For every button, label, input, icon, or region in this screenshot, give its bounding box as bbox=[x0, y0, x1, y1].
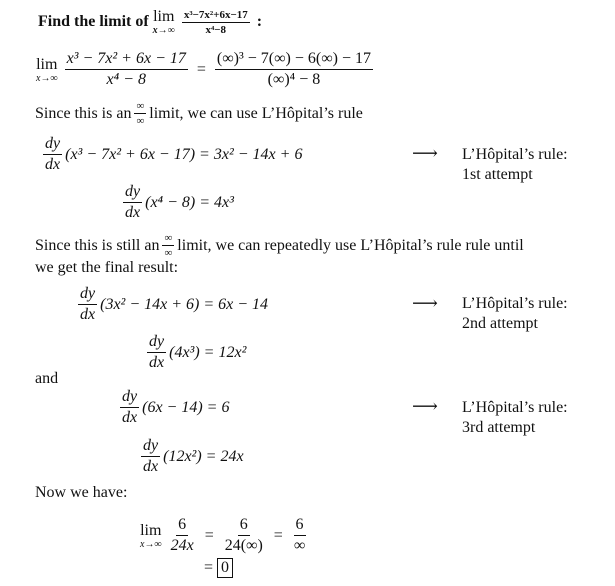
explanation-2: Since this is still an $\frac{\infty}{\infty}$ limit, we can repeatedly use L’Hôpital’s rule rule until we get the final result: bbox=[35, 232, 524, 276]
derivative-denominator-3: $\frac{dy}{dx}$ (12x²) = 24x bbox=[143, 437, 244, 475]
attempt-label-3: L’Hôpital’s rule: 3rd attempt bbox=[462, 399, 568, 436]
result-box: 0 bbox=[217, 558, 233, 578]
title-fraction: $\frac{\text{x³−7x²+6x−17}}{\text{x⁴−8}}$ bbox=[183, 8, 248, 36]
arrow-icon: ⟶ bbox=[412, 143, 438, 163]
title-limit: lim x→∞ bbox=[152, 8, 175, 36]
derivative-denominator-2: $\frac{dy}{dx}$ (4x³) = 12x² bbox=[149, 333, 247, 371]
derivative-numerator-3: $\frac{dy}{dx}$ (6x − 14) = 6 bbox=[122, 388, 230, 426]
final-limit: lim x→∞ $\frac{6}{24x}$ = $\frac{6}{24(\infty)}$ = $\frac{6}{\infty}$ bbox=[140, 516, 306, 554]
attempt-label-1: L’Hôpital’s rule: 1st attempt bbox=[462, 146, 568, 183]
title-colon: : bbox=[256, 13, 263, 30]
derivative-numerator-1: $\frac{dy}{dx}$ (x³ − 7x² + 6x − 17) = 3x² − 14x + 6 bbox=[45, 135, 303, 173]
problem-title bbox=[38, 8, 262, 36]
explanation-1: Since this is an $\frac{\infty}{\infty}$ limit, we can use L’Hôpital’s rule bbox=[35, 100, 363, 127]
explanation-3: Now we have: bbox=[35, 484, 128, 501]
derivative-denominator-1: $\frac{dy}{dx}$ (x⁴ − 8) = 4x³ bbox=[125, 183, 234, 221]
and-text: and bbox=[35, 370, 59, 387]
final-result: = 0 bbox=[204, 558, 233, 578]
limit-substitution: lim x→∞ $\frac{\text{x³ − 7x² + 6x − 17}}{\text{x⁴ − 8}}$ = $\frac{\text{(∞)³ − 7(∞) − 6(∞) − 17}}{\text{(∞)⁴ − 8}}$ bbox=[36, 50, 371, 88]
title-text: Find the limit of bbox=[38, 13, 149, 30]
arrow-icon: ⟶ bbox=[412, 396, 438, 416]
derivative-numerator-2: $\frac{dy}{dx}$ (3x² − 14x + 6) = 6x − 14 bbox=[80, 285, 269, 323]
attempt-label-2: L’Hôpital’s rule: 2nd attempt bbox=[462, 295, 568, 332]
arrow-icon: ⟶ bbox=[412, 293, 438, 313]
